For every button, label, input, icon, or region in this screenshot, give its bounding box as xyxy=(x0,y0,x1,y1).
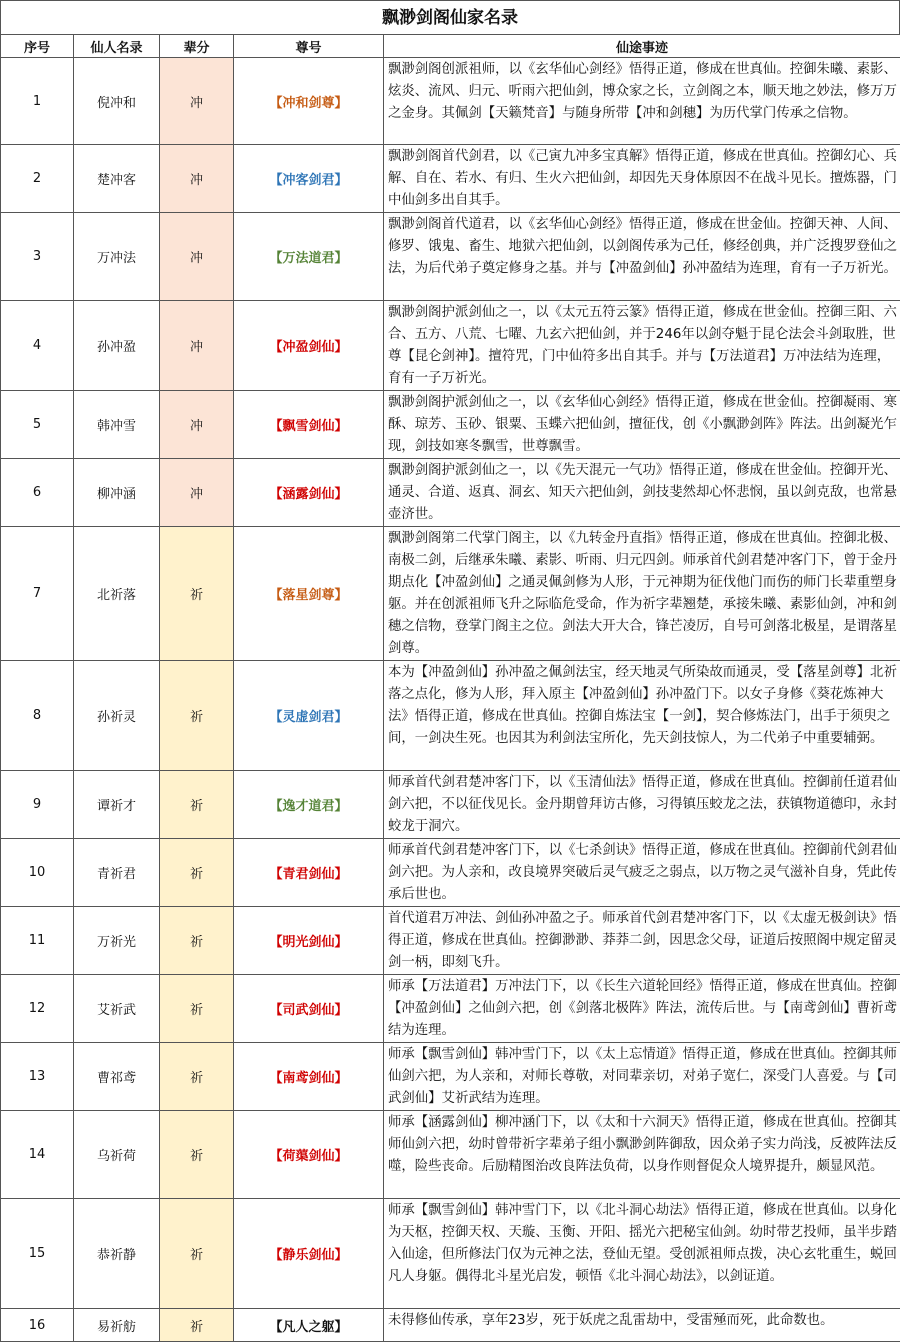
cell-index[interactable]: 11 xyxy=(1,907,74,975)
table-body xyxy=(1,58,900,1342)
cell-deeds[interactable]: 师承首代剑君楚冲客门下，以《玉清仙法》悟得正道，修成在世真仙。控御前任道君仙剑六把，不以征伐见长。金丹期曾拜访古修，习得镇压蛟龙之法，获镇物道德印，永封蛟龙于洞穴。 xyxy=(384,771,900,839)
cell-index[interactable]: 13 xyxy=(1,1043,74,1111)
cell-index[interactable]: 8 xyxy=(1,661,74,771)
table-row xyxy=(1,527,900,661)
cell-honorific[interactable]: 【万法道君】 xyxy=(234,213,384,301)
cell-honorific[interactable]: 【灵虚剑君】 xyxy=(234,661,384,771)
table-row xyxy=(1,907,900,975)
cell-honorific[interactable]: 【青君剑仙】 xyxy=(234,839,384,907)
table-row xyxy=(1,1309,900,1342)
cell-generation[interactable]: 祈 xyxy=(160,907,234,975)
cell-generation[interactable]: 祈 xyxy=(160,527,234,661)
cell-deeds[interactable]: 飘渺剑阁首代剑君，以《己寅九冲多宝真解》悟得正道，修成在世真仙。控御幻心、兵解、自在、若水、有归、生火六把仙剑，却因先天身体原因不在战斗见长。擅炼器，门中仙剑多出自其手。 xyxy=(384,145,900,213)
table-row xyxy=(1,839,900,907)
cell-index[interactable]: 3 xyxy=(1,213,74,301)
table-row xyxy=(1,301,900,391)
cell-deeds[interactable]: 师承首代剑君楚冲客门下，以《七杀剑诀》悟得正道，修成在世真仙。控御前代剑君仙剑六把。为人亲和，改良境界突破后灵气疲乏之弱点，以万物之灵气滋补自身，凭此传承后世也。 xyxy=(384,839,900,907)
cell-name[interactable]: 艾祈武 xyxy=(74,975,160,1043)
cell-deeds[interactable]: 师承【万法道君】万冲法门下，以《长生六道轮回经》悟得正道，修成在世真仙。控御【冲盈剑仙】之仙剑六把，创《剑落北极阵》阵法，流传后世。与【南鸢剑仙】曹祈鸢结为连理。 xyxy=(384,975,900,1043)
cell-deeds[interactable]: 飘渺剑阁首代道君，以《玄华仙心剑经》悟得正道，修成在世金仙。控御天神、人间、修罗、饿鬼、畜生、地狱六把仙剑，以剑阁传承为己任，修经创典，并广泛搜罗登仙之法，为后代弟子奠定修身之基。并与【冲盈剑仙】孙冲盈结为连理，育有一子万祈光。 xyxy=(384,213,900,301)
cell-deeds[interactable]: 飘渺剑阁护派剑仙之一，以《太元五符云篆》悟得正道，修成在世金仙。控御三阳、六合、五方、八荒、七曜、九玄六把仙剑，并于246年以剑夺魁于昆仑法会斗剑取胜，世尊【昆仑剑神】。擅符咒，门中仙符多出自其手。并与【万法道君】万冲法结为连理，育有一子万祈光。 xyxy=(384,301,900,391)
cell-deeds[interactable]: 未得修仙传承，享年23岁，死于妖虎之乱雷劫中，受雷殛而死，此命数也。 xyxy=(384,1309,900,1342)
cell-deeds[interactable]: 飘渺剑阁第二代掌门阁主，以《九转金丹直指》悟得正道，修成在世真仙。控御北极、南极二剑，后继承朱曦、素影、听雨、归元四剑。师承首代剑君楚冲客门下，曾于金丹期点化【冲盈剑仙】之通灵佩剑修为人形，于元神期为征伐他门而伤的师门长辈重塑身躯。并在创派祖师飞升之际临危受命，作为祈字辈翘楚，承接朱曦、素影仙剑，冲和剑穗之信物，登掌门阁主之位。剑法大开大合，锋芒凌厉，自号可剑落北极星，是谓落星剑尊。 xyxy=(384,527,900,661)
table-row xyxy=(1,213,900,301)
cell-name[interactable]: 孙祈灵 xyxy=(74,661,160,771)
table-row xyxy=(1,1043,900,1111)
table-row xyxy=(1,661,900,771)
cell-honorific[interactable]: 【荷蕖剑仙】 xyxy=(234,1111,384,1199)
cell-name[interactable]: 北祈落 xyxy=(74,527,160,661)
cell-name[interactable]: 倪冲和 xyxy=(74,58,160,145)
cell-index[interactable]: 2 xyxy=(1,145,74,213)
cell-generation[interactable]: 祈 xyxy=(160,975,234,1043)
cell-name[interactable]: 青祈君 xyxy=(74,839,160,907)
cell-name[interactable]: 孙冲盈 xyxy=(74,301,160,391)
cell-generation[interactable]: 祈 xyxy=(160,771,234,839)
cell-name[interactable]: 易祈舫 xyxy=(74,1309,160,1342)
cell-deeds[interactable]: 师承【涵露剑仙】柳冲涵门下，以《太和十六洞天》悟得正道，修成在世真仙。控御其师仙剑六把，幼时曾带祈字辈弟子组小飘渺剑阵御敌，因众弟子实力尚浅，反被阵法反噬，险些丧命。后励精图治改良阵法负荷，以身作则督促众人境界提升，颇显风范。 xyxy=(384,1111,900,1199)
cell-honorific[interactable]: 【落星剑尊】 xyxy=(234,527,384,661)
cell-honorific[interactable]: 【明光剑仙】 xyxy=(234,907,384,975)
cell-index[interactable]: 12 xyxy=(1,975,74,1043)
cell-generation[interactable]: 冲 xyxy=(160,459,234,527)
cell-name[interactable]: 曹祁鸢 xyxy=(74,1043,160,1111)
cell-name[interactable]: 韩冲雪 xyxy=(74,391,160,459)
cell-generation[interactable]: 祈 xyxy=(160,1309,234,1342)
cell-index[interactable]: 10 xyxy=(1,839,74,907)
cell-generation[interactable]: 冲 xyxy=(160,391,234,459)
cell-generation[interactable]: 祈 xyxy=(160,839,234,907)
header-name[interactable]: 仙人名录 xyxy=(74,35,160,58)
cell-generation[interactable]: 冲 xyxy=(160,145,234,213)
cell-honorific[interactable]: 【冲客剑君】 xyxy=(234,145,384,213)
cell-index[interactable]: 5 xyxy=(1,391,74,459)
cell-index[interactable]: 7 xyxy=(1,527,74,661)
cell-honorific[interactable]: 【南鸢剑仙】 xyxy=(234,1043,384,1111)
cell-generation[interactable]: 冲 xyxy=(160,301,234,391)
table-row xyxy=(1,58,900,145)
cell-honorific[interactable]: 【冲和剑尊】 xyxy=(234,58,384,145)
table-row xyxy=(1,1111,900,1199)
cell-deeds[interactable]: 师承【飘雪剑仙】韩冲雪门下，以《北斗洞心劫法》悟得正道，修成在世真仙。以身化为天枢，控御天权、天璇、玉衡、开阳、摇光六把秘宝仙剑。幼时带艺投师，虽半步踏入仙途，但所修法门仅为元神之法，登仙无望。受创派祖师点拨，决心玄牝重生，蜕回凡人身躯。偶得北斗星光启发，顿悟《北斗洞心劫法》，以剑证道。 xyxy=(384,1199,900,1309)
cell-index[interactable]: 4 xyxy=(1,301,74,391)
register-table xyxy=(0,34,900,1342)
cell-honorific[interactable]: 【涵露剑仙】 xyxy=(234,459,384,527)
cell-honorific[interactable]: 【飘雪剑仙】 xyxy=(234,391,384,459)
table-row xyxy=(1,1199,900,1309)
cell-generation[interactable]: 祈 xyxy=(160,1111,234,1199)
cell-deeds[interactable]: 飘渺剑阁创派祖师，以《玄华仙心剑经》悟得正道，修成在世真仙。控御朱曦、素影、炫炎、流风、归元、听雨六把仙剑，博众家之长，立剑阁之本，顺天地之妙法，修万万之金身。其佩剑【天籁梵音】与随身所带【冲和剑穗】为历代掌门传承之信物。 xyxy=(384,58,900,145)
cell-deeds[interactable]: 本为【冲盈剑仙】孙冲盈之佩剑法宝，经天地灵气所染故而通灵，受【落星剑尊】北祈落之点化，修为人形，拜入原主【冲盈剑仙】孙冲盈门下。以女子身修《葵花炼神大法》悟得正道，修成在世真仙。控御自炼法宝【一剑】，契合修炼法门，出手于须臾之间，一剑决生死。也因其为利剑法宝所化，先天剑技惊人，为二代弟子中重要辅弼。 xyxy=(384,661,900,771)
table-row xyxy=(1,975,900,1043)
cell-name[interactable]: 楚冲客 xyxy=(74,145,160,213)
cell-name[interactable]: 乌祈荷 xyxy=(74,1111,160,1199)
cell-index[interactable]: 14 xyxy=(1,1111,74,1199)
cell-generation[interactable]: 冲 xyxy=(160,58,234,145)
cell-deeds[interactable]: 师承【飘雪剑仙】韩冲雪门下，以《太上忘情道》悟得正道，修成在世真仙。控御其师仙剑六把，为人亲和，对师长尊敬，对同辈亲切，对弟子宽仁，深受门人喜爱。与【司武剑仙】艾祈武结为连理。 xyxy=(384,1043,900,1111)
header-row xyxy=(1,35,900,58)
cell-name[interactable]: 柳冲涵 xyxy=(74,459,160,527)
header-generation[interactable]: 辈分 xyxy=(160,35,234,58)
cell-honorific[interactable]: 【司武剑仙】 xyxy=(234,975,384,1043)
cell-index[interactable]: 6 xyxy=(1,459,74,527)
cell-index[interactable]: 15 xyxy=(1,1199,74,1309)
cell-deeds[interactable]: 飘渺剑阁护派剑仙之一，以《先天混元一气功》悟得正道，修成在世金仙。控御开光、通灵、合道、返真、洞玄、知天六把仙剑，剑技斐然却心怀悲悯，虽以剑克敌，也常悬壶济世。 xyxy=(384,459,900,527)
cell-index[interactable]: 9 xyxy=(1,771,74,839)
cell-honorific[interactable]: 【逸才道君】 xyxy=(234,771,384,839)
cell-index[interactable]: 16 xyxy=(1,1309,74,1342)
cell-honorific[interactable]: 【冲盈剑仙】 xyxy=(234,301,384,391)
cell-honorific[interactable]: 【静乐剑仙】 xyxy=(234,1199,384,1309)
cell-deeds[interactable]: 飘渺剑阁护派剑仙之一，以《玄华仙心剑经》悟得正道，修成在世金仙。控御凝雨、寒酥、琼芳、玉砂、银粟、玉蝶六把仙剑，擅征伐，创《小飘渺剑阵》阵法。出剑凝光乍现，剑技如寒冬飘雪，世尊飘雪。 xyxy=(384,391,900,459)
cell-generation[interactable]: 祈 xyxy=(160,661,234,771)
sheet-title: 飘渺剑阁仙家名录 xyxy=(0,0,900,34)
cell-honorific[interactable]: 【凡人之躯】 xyxy=(234,1309,384,1342)
cell-deeds[interactable]: 首代道君万冲法、剑仙孙冲盈之子。师承首代剑君楚冲客门下，以《太虚无极剑诀》悟得正道，修成在世真仙。控御渺渺、莽莽二剑，因思念父母，证道后按照阁中规定留灵剑一柄，即刻飞升。 xyxy=(384,907,900,975)
header-deeds[interactable]: 仙途事迹 xyxy=(384,35,900,58)
cell-generation[interactable]: 祈 xyxy=(160,1043,234,1111)
cell-generation[interactable]: 冲 xyxy=(160,213,234,301)
table-row xyxy=(1,771,900,839)
table-row xyxy=(1,391,900,459)
header-index[interactable]: 序号 xyxy=(1,35,74,58)
cell-name[interactable]: 谭祈才 xyxy=(74,771,160,839)
table-row xyxy=(1,459,900,527)
table-row xyxy=(1,145,900,213)
cell-name[interactable]: 恭祈静 xyxy=(74,1199,160,1309)
cell-index[interactable]: 1 xyxy=(1,58,74,145)
cell-generation[interactable]: 祈 xyxy=(160,1199,234,1309)
header-honorific[interactable]: 尊号 xyxy=(234,35,384,58)
cell-name[interactable]: 万冲法 xyxy=(74,213,160,301)
cell-name[interactable]: 万祈光 xyxy=(74,907,160,975)
